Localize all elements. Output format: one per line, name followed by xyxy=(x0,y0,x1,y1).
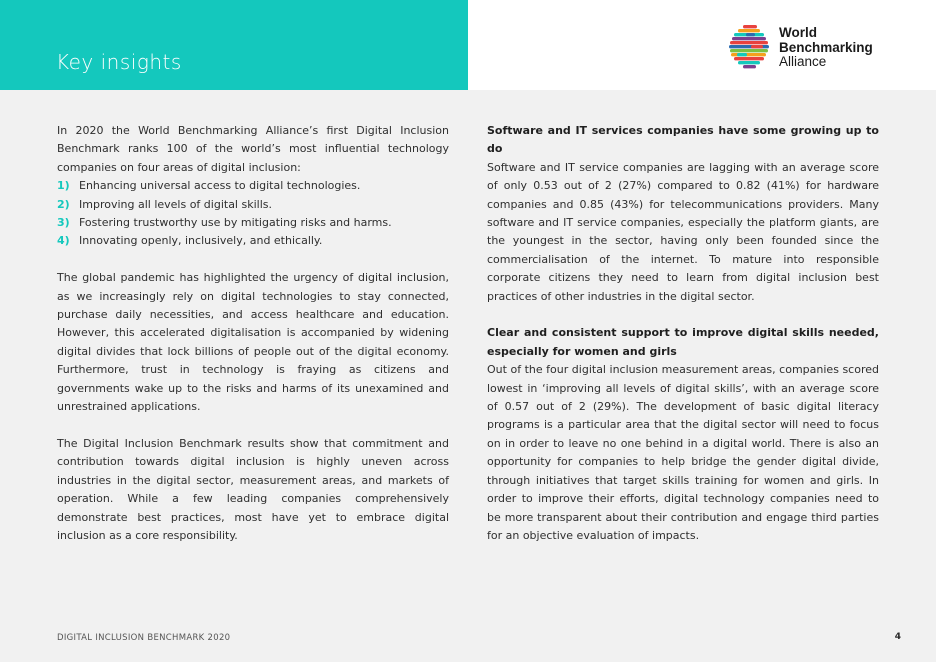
list-number: 2) xyxy=(57,197,70,211)
list-text: Improving all levels of digital skills. xyxy=(79,197,272,211)
list-text: Innovating openly, inclusively, and ethically. xyxy=(79,234,323,248)
results-paragraph: The Digital Inclusion Benchmark results show that commitment and contribution towards digital inclusion is highly uneven across industries in the digital sector, measurement areas, and markets of operation. While a few leading companies comprehensively demonstrate best practices, most have yet to embrace digital inclusion as a core responsibility. xyxy=(57,436,449,542)
list-number: 3) xyxy=(57,216,70,230)
list-item xyxy=(57,196,449,214)
section-body-skills: Out of the four digital inclusion measurement areas, companies scored lowest in ‘improving all levels of digital skills’, with an average score of 0.57 out of 2 (29%). The development of basic digital literacy programs is a particular area that the digital sector will need to focus on in order to leave no one behind in a digital world. There is also an opportunity for companies to help bridge the gender digital divide, through initiatives that target skills training for women and girls. In order to improve their efforts, digital technology companies need to be more transparent about their contribution and engage third parties for an objective evaluation of impacts. xyxy=(487,363,879,542)
wba-logo xyxy=(729,24,889,72)
inclusion-areas-list xyxy=(57,177,449,251)
right-column xyxy=(487,122,879,545)
footer-report-name: DIGITAL INCLUSION BENCHMARK 2020 xyxy=(57,633,231,643)
section-heading-skills: Clear and consistent support to improve digital skills needed, especially for women and girls xyxy=(487,326,879,358)
intro-paragraph: In 2020 the World Benchmarking Alliance’s first Digital Inclusion Benchmark ranks 100 of the world’s most influential technology companies on four areas of digital inclusion: xyxy=(57,124,449,174)
page-title: Key insights xyxy=(56,50,182,74)
list-text: Fostering trustworthy use by mitigating risks and harms. xyxy=(79,216,392,230)
wba-globe-icon xyxy=(729,24,773,70)
list-text: Enhancing universal access to digital technologies. xyxy=(79,179,361,193)
section-body-software: Software and IT service companies are lagging with an average score of only 0.53 out of 2 (27%) compared to 0.82 (41%) for hardware companies and 0.85 (43%) for telecommunications providers. Many software and IT service companies, especially the platform giants, are the youngest in the sector, having only been founded since the commercialisation of the internet. To mature into responsible corporate citizens they need to learn from digital inclusion best practices of other industries in the digital sector. xyxy=(487,160,879,303)
left-column xyxy=(57,122,449,545)
list-item xyxy=(57,214,449,232)
header-band xyxy=(0,0,468,90)
logo-text-alliance: Alliance xyxy=(779,54,827,69)
page-number: 4 xyxy=(894,632,901,642)
pandemic-paragraph: The global pandemic has highlighted the urgency of digital inclusion, as we increasingly rely on digital technologies to stay connected, purchase daily necessities, and access healthcare and education. However, this accelerated digitalisation is accompanied by widening digital divides that lock billions of people out of the digital economy. Furthermore, trust in technology is fraying as citizens and governments wake up to the risks and harms of its unexamined and unrestrained applications. xyxy=(57,271,449,414)
list-number: 4) xyxy=(57,234,70,248)
section-heading-software: Software and IT services companies have some growing up to do xyxy=(487,124,879,156)
list-item xyxy=(57,232,449,250)
list-item xyxy=(57,177,449,195)
logo-text-benchmarking: Benchmarking xyxy=(779,39,873,55)
logo-text-world: World xyxy=(779,25,817,40)
list-number: 1) xyxy=(57,179,70,193)
